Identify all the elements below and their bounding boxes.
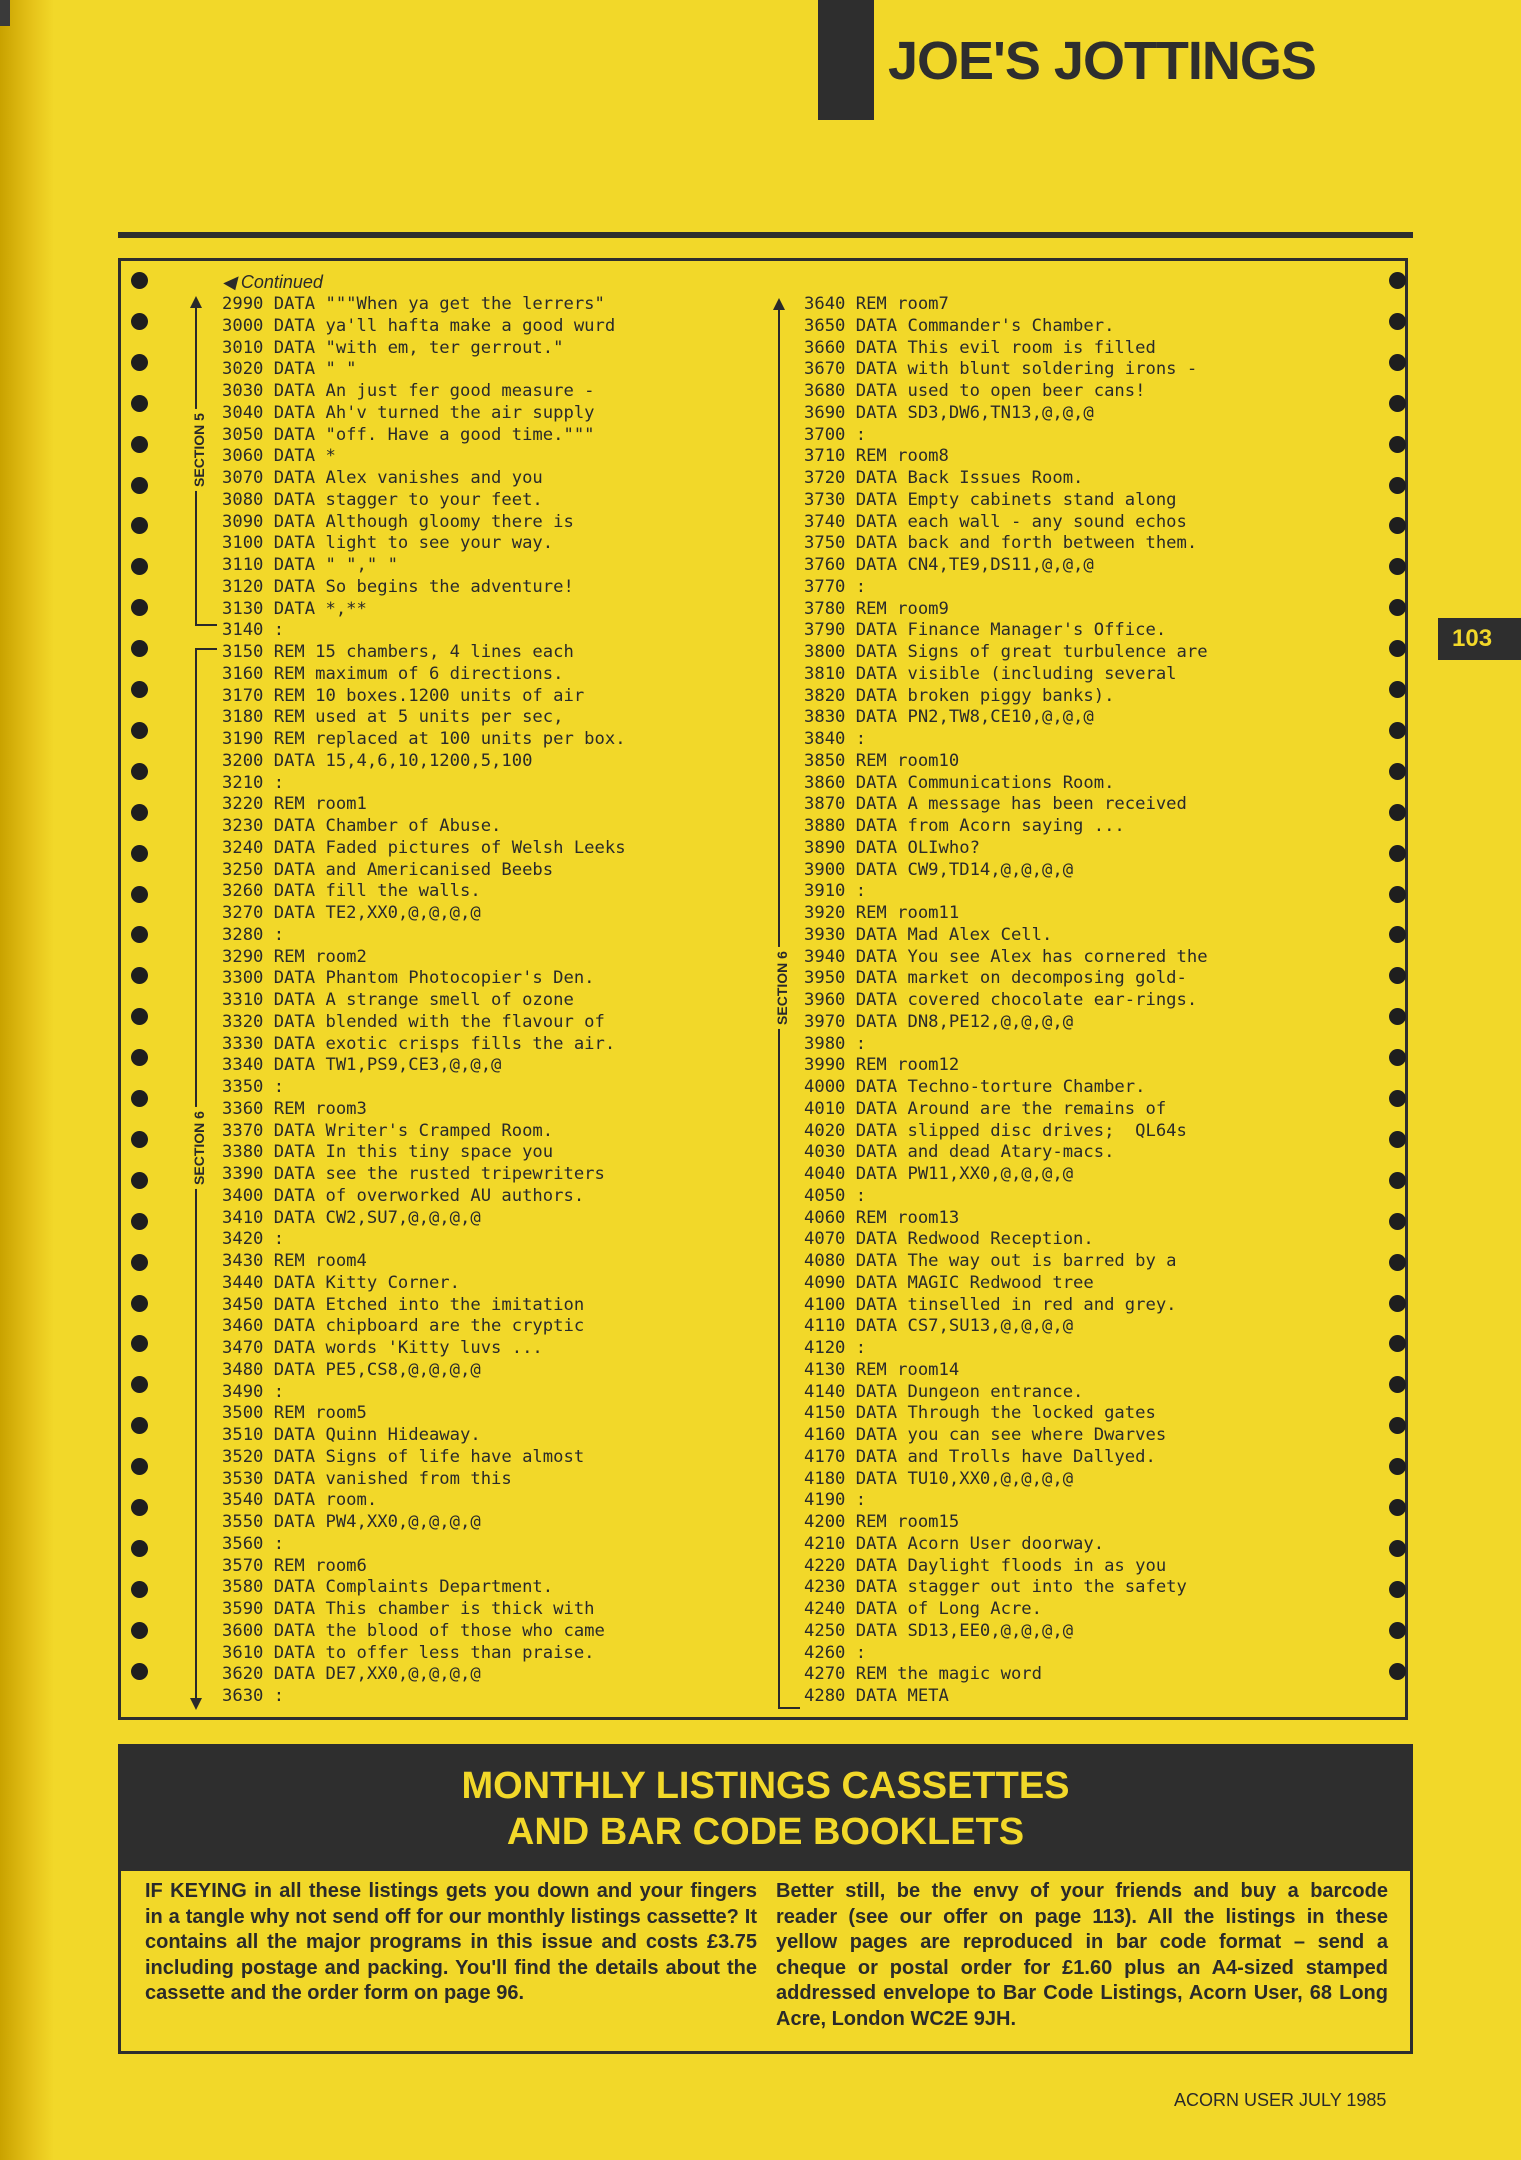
sprocket-hole [131,1295,148,1312]
sprocket-hole [131,1622,148,1639]
sprocket-holes-left [128,272,152,1712]
listing-line: 3640 REM room7 [804,294,949,314]
sprocket-hole [1389,1295,1406,1312]
listing-line: 3230 DATA Chamber of Abuse. [222,816,502,836]
listing-line: 3420 : [222,1229,285,1250]
listing-line: 3090 DATA Although gloomy there is [222,511,574,532]
sprocket-hole [131,1663,148,1680]
listing-line: 3490 : [222,1381,285,1402]
top-rule [118,232,1413,238]
listing-line: 3360 REM room3 [222,1098,367,1119]
listing-line: 3940 DATA You see Alex has cornered the [804,946,1208,967]
sprocket-hole [1389,1499,1406,1516]
sprocket-hole [1389,1581,1406,1598]
listing-line: 4100 DATA tinselled in red and grey. [804,1294,1177,1315]
sprocket-hole [131,1540,148,1557]
listing-line: 3690 DATA SD3,DW6,TN13,@,@,@ [804,402,1094,423]
listing-line: 3610 DATA to offer less than praise. [222,1642,595,1663]
sprocket-hole [1389,967,1406,984]
listing-line: 4180 DATA TU10,XX0,@,@,@,@ [804,1468,1074,1489]
sprocket-hole [131,1335,148,1352]
sprocket-hole [1389,722,1406,739]
section6-label-left: SECTION 6 [191,1107,207,1189]
sprocket-hole [131,926,148,943]
listing-line: 3250 DATA and Americanised Beebs [222,859,554,880]
sprocket-hole [131,886,148,903]
listing-line: 3270 DATA TE2,XX0,@,@,@,@ [222,903,481,923]
listing-line: 3310 DATA A strange smell of ozone [222,990,574,1010]
promo-box [118,1744,1413,2054]
listing-column-right [804,294,1208,1708]
listing-line: 4220 DATA Daylight floods in as you [804,1555,1167,1576]
listing-line: 3200 DATA 15,4,6,10,1200,5,100 [222,750,533,771]
listing-line: 3740 DATA each wall - any sound echos [804,511,1187,532]
promo-header [121,1747,1410,1871]
sprocket-hole [1389,926,1406,943]
listing-line: 3510 DATA Quinn Hideaway. [222,1425,481,1445]
sprocket-hole [1389,763,1406,780]
listing-line: 3450 DATA Etched into the imitation [222,1294,585,1315]
listing-line: 3330 DATA exotic crisps fills the air. [222,1033,616,1054]
listing-line: 4230 DATA stagger out into the safety [804,1577,1187,1598]
listing-line: 3830 DATA PN2,TW8,CE10,@,@,@ [804,707,1094,728]
sprocket-hole [131,354,148,371]
listing-line: 3080 DATA stagger to your feet. [222,489,543,510]
sprocket-hole [1389,313,1406,330]
listing-line: 3320 DATA blended with the flavour of [222,1011,605,1032]
sprocket-hole [1389,1663,1406,1680]
section6-start-tick [195,648,217,650]
listing-line: 3950 DATA market on decomposing gold- [804,968,1187,989]
listing-line: 3390 DATA see the rusted tripewriters [222,1164,605,1184]
listing-line: 3680 DATA used to open beer cans! [804,381,1146,401]
listing-line: 3870 DATA A message has been received [804,794,1187,815]
listing-line: 3380 DATA In this tiny space you [222,1142,554,1163]
sprocket-hole [1389,1090,1406,1107]
sprocket-hole [131,558,148,575]
listing-line: 3220 REM room1 [222,794,367,815]
listing-line: 3910 : [804,881,867,902]
listing-line: 3530 DATA vanished from this [222,1468,512,1489]
listing-line: 3240 DATA Faded pictures of Welsh Leeks [222,837,626,858]
listing-line: 3730 DATA Empty cabinets stand along [804,489,1177,510]
sprocket-hole [1389,845,1406,862]
listing-line: 3160 REM maximum of 6 directions. [222,663,564,684]
listing-line: 3370 DATA Writer's Cramped Room. [222,1120,554,1141]
listing-line: 3120 DATA So begins the adventure! [222,576,574,597]
sprocket-hole [131,599,148,616]
sprocket-hole [131,1008,148,1025]
listing-line: 3770 : [804,576,867,597]
section6-end-tick [778,1707,800,1709]
sprocket-hole [131,804,148,821]
listing-line: 3560 : [222,1533,285,1554]
listing-line: 3190 REM replaced at 100 units per box. [222,729,626,749]
sprocket-hole [1389,436,1406,453]
listing-line: 3350 : [222,1077,285,1097]
listing-line: 3620 DATA DE7,XX0,@,@,@,@ [222,1664,481,1685]
sprocket-hole [1389,272,1406,289]
listing-column-left [222,294,626,1708]
listing-line: 3020 DATA " " [222,359,357,380]
listing-line: 4280 DATA META [804,1686,949,1706]
sprocket-hole [1389,1335,1406,1352]
promo-title-line2: AND BAR CODE BOOKLETS [506,1811,1025,1853]
sprocket-hole [1389,1172,1406,1189]
sprocket-hole [131,1499,148,1516]
listing-line: 4020 DATA slipped disc drives; QL64s [804,1120,1187,1141]
page-gutter [0,0,54,2160]
listing-line: 3460 DATA chipboard are the cryptic [222,1316,585,1337]
listing-line: 3060 DATA * [222,446,336,467]
sprocket-hole [131,1458,148,1475]
listing-line: 3480 DATA PE5,CS8,@,@,@,@ [222,1359,481,1380]
sprocket-hole [1389,517,1406,534]
listing-line: 4110 DATA CS7,SU13,@,@,@,@ [804,1316,1074,1337]
sprocket-hole [1389,1008,1406,1025]
listing-line: 4190 : [804,1490,867,1511]
listing-line: 3920 REM room11 [804,903,960,923]
sprocket-hole [1389,477,1406,494]
sprocket-hole [1389,1458,1406,1475]
listing-line: 3070 DATA Alex vanishes and you [222,468,543,488]
listing-line: 3820 DATA broken piggy banks). [804,685,1115,706]
listing-line: 4210 DATA Acorn User doorway. [804,1533,1105,1554]
listing-line: 3400 DATA of overworked AU authors. [222,1185,585,1206]
sprocket-hole [131,722,148,739]
sprocket-holes-right [1386,272,1410,1712]
listing-line: 4140 DATA Dungeon entrance. [804,1381,1084,1402]
sprocket-hole [131,436,148,453]
listing-line: 3010 DATA "with em, ter gerrout." [222,337,564,358]
listing-line: 4260 : [804,1642,867,1663]
listing-line: 3720 DATA Back Issues Room. [804,468,1084,488]
listing-line: 3700 : [804,424,867,445]
section6-arrow-down [190,1698,202,1710]
sprocket-hole [1389,681,1406,698]
header-bar [818,0,874,120]
sprocket-hole [1389,395,1406,412]
listing-line: 3670 DATA with blunt soldering irons - [804,359,1198,380]
listing-line: 3580 DATA Complaints Department. [222,1577,554,1598]
sprocket-hole [131,681,148,698]
listing-line: 3410 DATA CW2,SU7,@,@,@,@ [222,1207,481,1228]
listing-line: 3930 DATA Mad Alex Cell. [804,924,1053,945]
listing-line: 4200 REM room15 [804,1512,960,1532]
listing-line: 3340 DATA TW1,PS9,CE3,@,@,@ [222,1055,502,1076]
listing-line: 3040 DATA Ah'v turned the air supply [222,402,595,423]
listing-line: 3570 REM room6 [222,1555,367,1576]
listing-line: 4150 DATA Through the locked gates [804,1403,1156,1424]
listing-line: 3660 DATA This evil room is filled [804,337,1156,358]
page-title: JOE'S JOTTINGS [888,31,1316,91]
listing-line: 4250 DATA SD13,EE0,@,@,@,@ [804,1620,1074,1641]
listing-line: 4070 DATA Redwood Reception. [804,1229,1094,1250]
listing-line: 3170 REM 10 boxes.1200 units of air [222,685,585,706]
sprocket-hole [1389,1417,1406,1434]
listing-line: 3650 DATA Commander's Chamber. [804,315,1115,336]
listing-line: 4040 DATA PW11,XX0,@,@,@,@ [804,1164,1074,1184]
listing-line: 3990 REM room12 [804,1055,960,1076]
promo-title-line1: MONTHLY LISTINGS CASSETTES [461,1765,1070,1807]
footer-issue: ACORN USER JULY 1985 [1174,2090,1387,2110]
listing-line: 3780 REM room9 [804,598,949,619]
promo-text-left: IF KEYING in all these listings gets you down and your fingers in a tangle why not send off for our monthly listings cassette? It contains all the major programs in this issue and costs £3.75 including postage and packing. You'll find the details about the cassette and the order form on page 96. [145,1880,757,2004]
sprocket-hole [131,1254,148,1271]
listing-line: 3300 DATA Phantom Photocopier's Den. [222,968,595,989]
listing-line: 3590 DATA This chamber is thick with [222,1599,595,1619]
listing-line: 4160 DATA you can see where Dwarves [804,1425,1167,1445]
listing-line: 3430 REM room4 [222,1251,367,1271]
listing-line: 3000 DATA ya'll hafta make a good wurd [222,315,616,336]
sprocket-hole [131,1172,148,1189]
listing-line: 3050 DATA "off. Have a good time.""" [222,424,595,445]
sprocket-hole [131,1131,148,1148]
listing-line: 3110 DATA " "," " [222,555,398,575]
listing-line: 3810 DATA visible (including several [804,663,1177,684]
listing-line: 3100 DATA light to see your way. [222,533,554,554]
listing-line: 3790 DATA Finance Manager's Office. [804,620,1167,641]
listing-line: 4270 REM the magic word [804,1664,1042,1685]
listing-line: 3980 : [804,1033,867,1054]
sprocket-hole [1389,1622,1406,1639]
sprocket-hole [131,640,148,657]
sprocket-hole [131,1417,148,1434]
sprocket-hole [1389,1376,1406,1393]
listing-line: 3500 REM room5 [222,1403,367,1424]
sprocket-hole [131,395,148,412]
section5-label: SECTION 5 [191,409,207,491]
sprocket-hole [131,477,148,494]
sprocket-hole [131,517,148,534]
listing-line: 3880 DATA from Acorn saying ... [804,816,1125,836]
sprocket-hole [131,313,148,330]
sprocket-hole [131,1213,148,1230]
sprocket-hole [1389,640,1406,657]
listing-line: 3840 : [804,729,867,749]
listing-line: 3800 DATA Signs of great turbulence are [804,642,1208,662]
listing-line: 3970 DATA DN8,PE12,@,@,@,@ [804,1011,1074,1032]
listing-line: 3860 DATA Communications Room. [804,772,1115,793]
listing-line: 3260 DATA fill the walls. [222,881,481,902]
listing-line: 2990 DATA """When ya get the lerrers" [222,294,605,314]
listing-line: 4240 DATA of Long Acre. [804,1599,1042,1619]
sprocket-hole [131,763,148,780]
sprocket-hole [1389,558,1406,575]
sprocket-hole [131,272,148,289]
listing-line: 4010 DATA Around are the remains of [804,1098,1167,1119]
sprocket-hole [131,1376,148,1393]
listing-line: 3150 REM 15 chambers, 4 lines each [222,642,574,662]
listing-line: 4090 DATA MAGIC Redwood tree [804,1272,1094,1293]
listing-line: 3140 : [222,620,285,641]
sprocket-hole [1389,354,1406,371]
listing-line: 3900 DATA CW9,TD14,@,@,@,@ [804,859,1074,880]
sprocket-hole [1389,1540,1406,1557]
sprocket-hole [1389,1049,1406,1066]
listing-line: 3520 DATA Signs of life have almost [222,1446,585,1467]
listing-line: 4130 REM room14 [804,1359,960,1380]
listing-line: 3760 DATA CN4,TE9,DS11,@,@,@ [804,555,1094,575]
listing-line: 3600 DATA the blood of those who came [222,1620,605,1641]
listing-line: 3210 : [222,772,285,793]
listing-line: 3850 REM room10 [804,750,960,771]
page-number-tab: 103 [1438,618,1521,660]
listing-line: 3540 DATA room. [222,1490,378,1511]
listing-line: 4030 DATA and dead Atary-macs. [804,1142,1115,1163]
continued-label: ◀ Continued [222,272,323,292]
listing-line: 3630 : [222,1686,285,1706]
listing-line: 3130 DATA *,** [222,598,367,619]
listing-line: 3470 DATA words 'Kitty luvs ... [222,1338,543,1358]
sprocket-hole [131,1049,148,1066]
sprocket-hole [1389,1254,1406,1271]
sprocket-hole [131,1090,148,1107]
listing-line: 4050 : [804,1185,867,1206]
listing-line: 3550 DATA PW4,XX0,@,@,@,@ [222,1512,481,1532]
sprocket-hole [131,967,148,984]
sprocket-hole [1389,1213,1406,1230]
sprocket-hole [1389,886,1406,903]
listing-line: 3710 REM room8 [804,446,949,467]
section6-label-right: SECTION 6 [774,947,790,1029]
listing-line: 4080 DATA The way out is barred by a [804,1251,1177,1271]
listing-line: 3030 DATA An just fer good measure - [222,381,595,401]
promo-text-right: Better still, be the envy of your friends and buy a barcode reader (see our offer on page 113). All the listings in these yellow pages are reproduced in bar code format – send a cheque or postal order for £1.60 plus an A4-sized stamped addressed envelope to Bar Code Listings, Acorn User, 68 Long Acre, London WC2E 9JH. [776,1880,1388,2030]
sprocket-hole [1389,804,1406,821]
listing-line: 3280 : [222,924,285,945]
sprocket-hole [1389,599,1406,616]
listing-line: 3180 REM used at 5 units per sec, [222,707,564,728]
listing-line: 3750 DATA back and forth between them. [804,533,1198,554]
section5-end-tick [195,624,217,626]
listing-line: 3290 REM room2 [222,946,367,967]
listing-line: 4170 DATA and Trolls have Dallyed. [804,1446,1156,1467]
sprocket-hole [131,845,148,862]
listing-line: 3440 DATA Kitty Corner. [222,1272,460,1293]
listing-line: 4120 : [804,1338,867,1358]
sprocket-hole [1389,1131,1406,1148]
listing-line: 4000 DATA Techno-torture Chamber. [804,1077,1146,1097]
sprocket-hole [131,1581,148,1598]
listing-line: 3960 DATA covered chocolate ear-rings. [804,990,1198,1010]
listing-line: 4060 REM room13 [804,1207,960,1228]
listing-line: 3890 DATA OLIwho? [804,837,980,858]
